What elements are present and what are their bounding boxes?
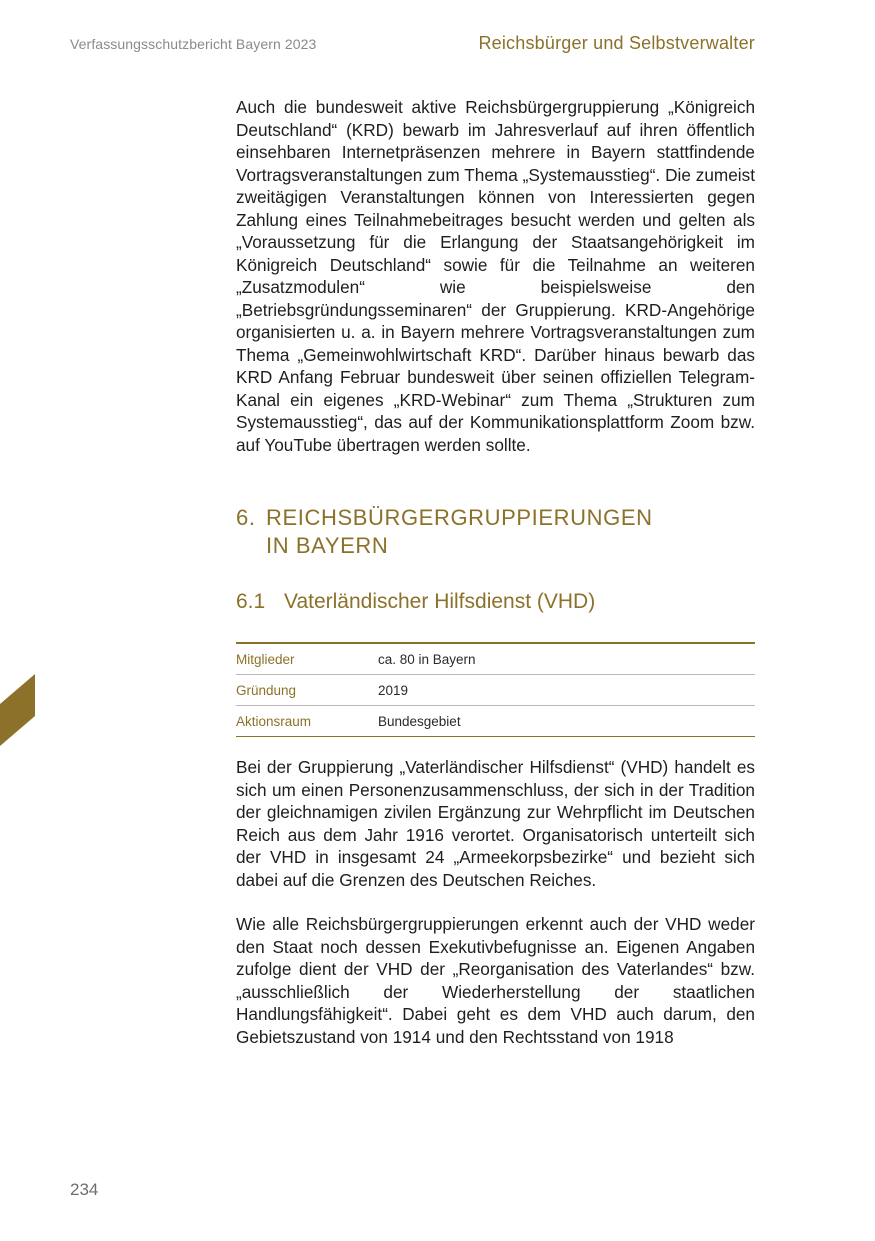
section-number: 6. [236, 505, 256, 530]
header-publication-title: Verfassungsschutzbericht Bayern 2023 [70, 36, 317, 52]
page-number: 234 [70, 1180, 99, 1199]
header-chapter-title: Reichsbürger und Selbstverwalter [478, 33, 755, 53]
table-row [236, 706, 755, 737]
row-value-members: ca. 80 in Bayern [378, 651, 476, 667]
row-label-area: Aktionsraum [236, 706, 378, 737]
intro-paragraph: Auch die bundesweit aktive Reichsbürgergruppierung „Königreich Deutschland“ (KRD) bewarb im Jahresverlauf auf ihren öffentlich einsehbaren Internetpräsenzen mehrere in Bayern stattfindende Vortragsveranstaltungen zum Thema „Systemausstieg“. Die zumeist zweitägigen Veranstaltungen können von Interessierten gegen Zahlung eines Teilnahmebeitrages besucht werden und gelten als „Voraussetzung für die Erlangung der Staatsangehörigkeit im Königreich Deutschland“ sowie für die Teilnahme an weiteren „Zusatzmodulen“ wie beispielsweise den „Betriebsgründungsseminaren“ der Gruppierung. KRD-Angehörige organisierten u. a. in Bayern mehrere Vortragsveranstaltungen zum Thema „Gemeinwohlwirtschaft KRD“. Darüber hinaus bewarb das KRD Anfang Februar bundesweit über seinen offiziellen Telegram-Kanal ein eigenes „KRD-Webinar“ zum Thema „Strukturen zum Systemausstieg“, das auf der Kommunikationsplattform Zoom bzw. auf YouTube übertragen werden sollte. [236, 97, 755, 455]
section-title-line-2: IN BAYERN [266, 533, 389, 558]
subsection-heading [236, 588, 755, 616]
row-label-members: Mitglieder [236, 651, 295, 667]
section-title-line-1: REICHSBÜRGERGRUPPIERUNGEN [266, 505, 653, 530]
group-info-table [236, 642, 755, 737]
section-heading [236, 504, 755, 560]
row-value-founded: 2019 [378, 675, 755, 706]
body-paragraph-vhd-intro: Bei der Gruppierung „Vaterländischer Hilfsdienst“ (VHD) handelt es sich um einen Personenzusammenschluss, der sich in der Tradition der gleichnamigen zivilen Ergänzung zur Wehrpflicht im Deutschen Reich aus dem Jahr 1916 verortet. Organisatorisch unterteilt sich der VHD in insgesamt 24 „Armeekorpsbezirke“ und bezieht sich dabei auf die Grenzen des Deutschen Reiches. [236, 757, 755, 890]
row-label-founded: Gründung [236, 675, 378, 706]
main-content [236, 96, 755, 1048]
table-row [236, 643, 755, 675]
subsection-title: Vaterländischer Hilfsdienst (VHD) [284, 590, 596, 613]
chapter-tab-marker [0, 674, 35, 746]
subsection-number: 6.1 [236, 590, 266, 613]
row-value-area: Bundesgebiet [378, 706, 755, 737]
section-title [266, 504, 653, 560]
table-row [236, 675, 755, 706]
body-paragraph-vhd-ideology: Wie alle Reichsbürgergruppierungen erkennt auch der VHD weder den Staat noch dessen Exekutivbefugnisse an. Eigenen Angaben zufolge dient der VHD der „Reorganisation des Vaterlandes“ bzw. „ausschließlich der Wiederherstellung der staatlichen Handlungsfähigkeit“. Dabei geht es dem VHD auch darum, den Gebietszustand von 1914 und den Rechtsstand von 1918 [236, 914, 755, 1047]
